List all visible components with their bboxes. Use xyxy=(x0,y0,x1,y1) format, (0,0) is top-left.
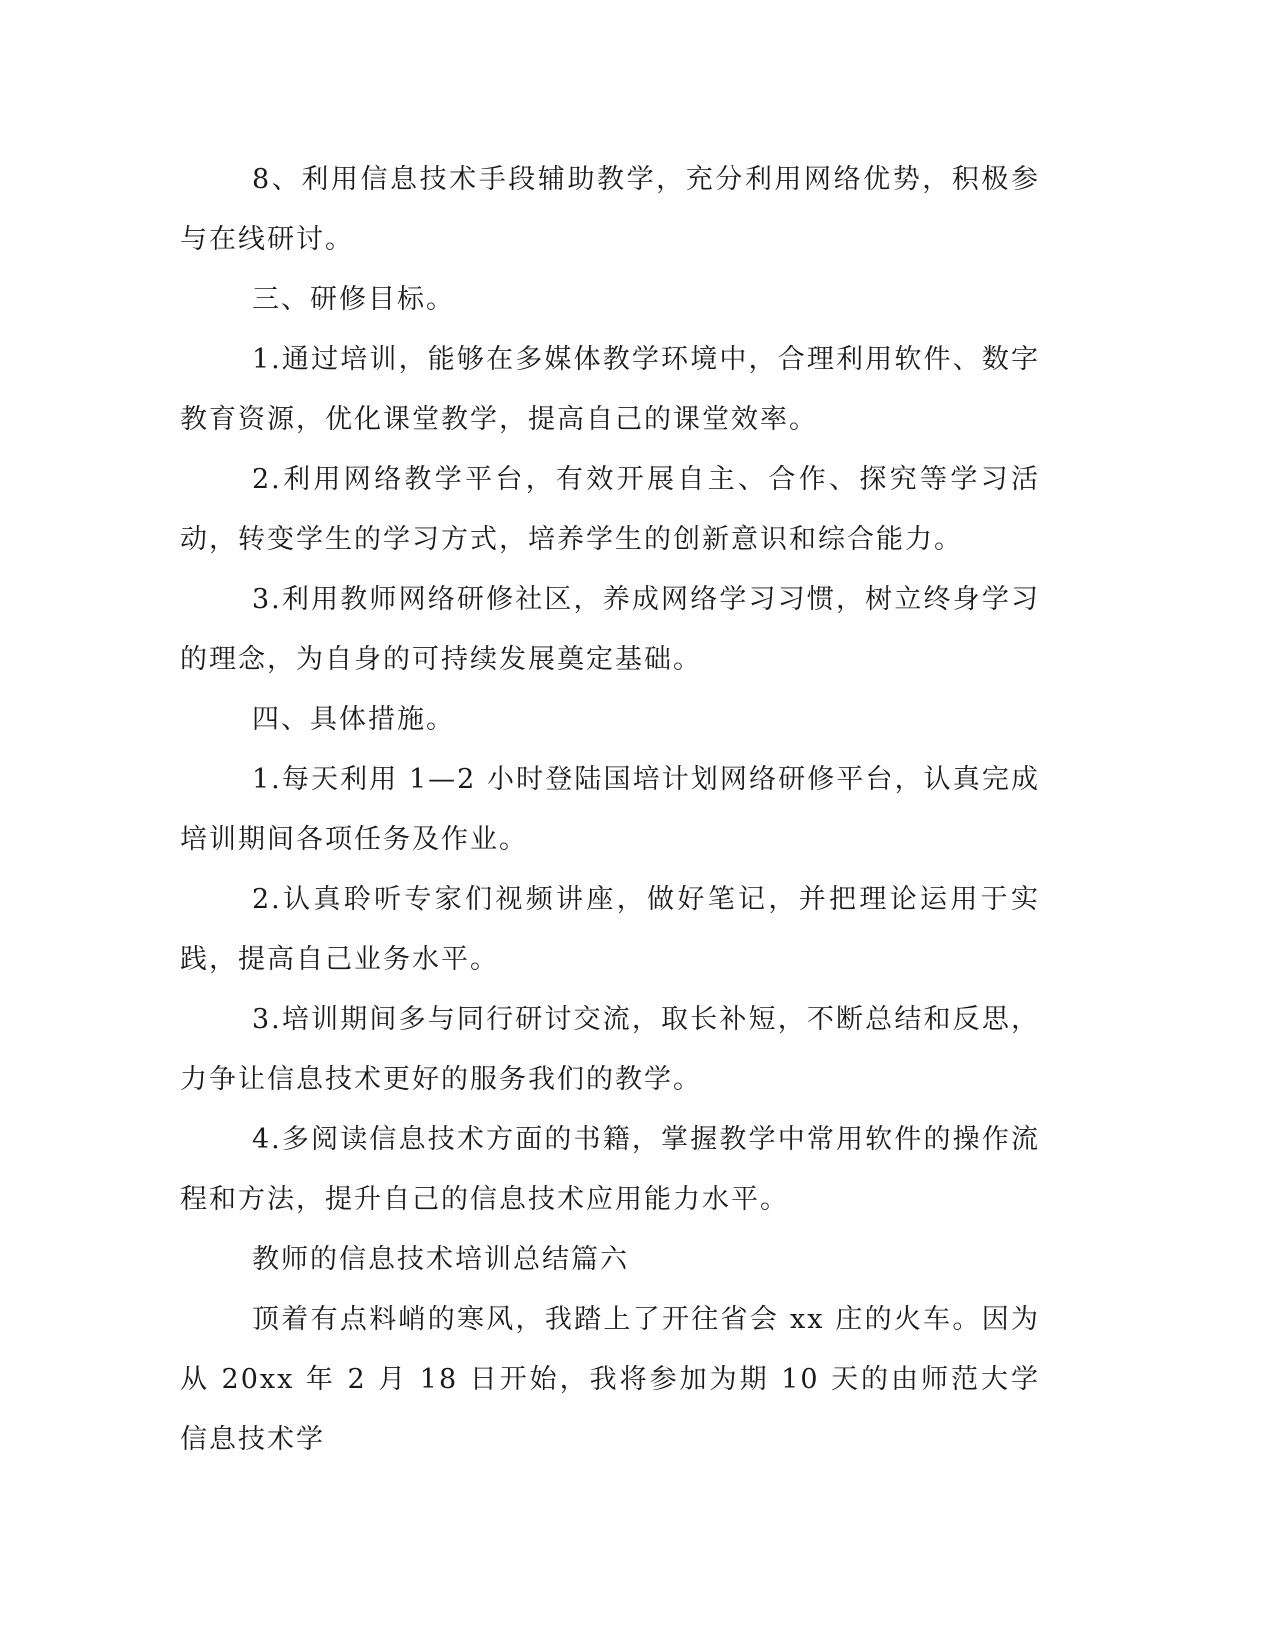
article-intro-paragraph: 顶着有点料峭的寒风，我踏上了开往省会 xx 庄的火车。因为从 20xx 年 2 月 18 日开始，我将参加为期 10 天的由师范大学信息技术学 xyxy=(180,1304,1040,1455)
measure-item-3: 3.培训期间多与同行研讨交流，取长补短，不断总结和反思，力争让信息技术更好的服务我们的教学。 xyxy=(180,1004,1040,1095)
goal-item-3: 3.利用教师网络研修社区，养成网络学习习惯，树立终身学习的理念，为自身的可持续发展奠定基础。 xyxy=(180,584,1040,675)
goal-item-2: 2.利用网络教学平台，有效开展自主、合作、探究等学习活动，转变学生的学习方式，培养学生的创新意识和综合能力。 xyxy=(180,464,1040,555)
section-heading-goals: 三、研修目标。 xyxy=(252,284,455,315)
goal-item-1: 1.通过培训，能够在多媒体教学环境中，合理利用软件、数字教育资源，优化课堂教学，提高自己的课堂效率。 xyxy=(180,344,1040,435)
section-heading-measures: 四、具体措施。 xyxy=(252,704,455,735)
document-body xyxy=(180,150,1040,1470)
measure-item-2: 2.认真聆听专家们视频讲座，做好笔记，并把理论运用于实践，提高自己业务水平。 xyxy=(180,884,1040,975)
article-title-part-six: 教师的信息技术培训总结篇六 xyxy=(252,1244,629,1275)
measure-item-1: 1.每天利用 1—2 小时登陆国培计划网络研修平台，认真完成培训期间各项任务及作业。 xyxy=(180,764,1040,855)
measure-item-4: 4.多阅读信息技术方面的书籍，掌握教学中常用软件的操作流程和方法，提升自己的信息技术应用能力水平。 xyxy=(180,1124,1040,1215)
paragraph-item-8: 8、利用信息技术手段辅助教学，充分利用网络优势，积极参与在线研讨。 xyxy=(180,164,1040,255)
